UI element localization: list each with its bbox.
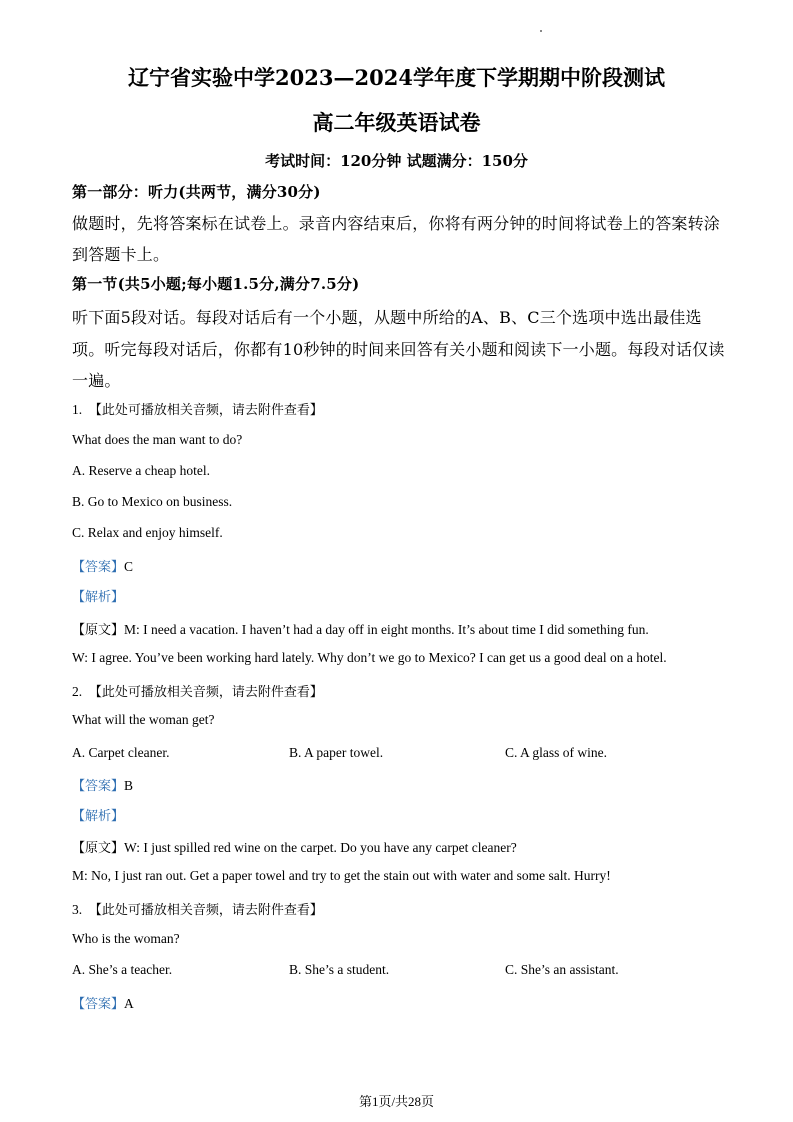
question-number: 3. (72, 902, 83, 917)
question-1-analysis (72, 586, 124, 605)
question-3-option-c: C. She’s an assistant. (505, 962, 619, 977)
question-1-transcript-line-2: W: I agree. You’ve been working hard lately. Why don’t we go to Mexico? I can get us a good deal on a hotel. (72, 650, 667, 665)
transcript-text: W: I just spilled red wine on the carpet. Do you have any carpet cleaner? (124, 840, 517, 855)
question-3-option-b: B. She’s a student. (289, 962, 390, 977)
question-2-option-a: A. Carpet cleaner. (72, 745, 170, 760)
exam-info: 考试时间：120分钟 试题满分：150分 (265, 152, 528, 170)
question-3-option-a: A. She’s a teacher. (72, 962, 173, 977)
question-1-option-b: B. Go to Mexico on business. (72, 494, 233, 509)
transcript-tag: 【原文】 (72, 623, 125, 638)
question-1-option-a: A. Reserve a cheap hotel. (72, 463, 210, 478)
sub-section-title: 第一节(共5小题;每小题1.5分,满分7.5分) (72, 275, 360, 293)
question-2-answer (72, 775, 133, 794)
question-number: 2. (72, 684, 83, 699)
instruction-2-line-1: 听下面5段对话。每段对话后有一个小题，从题中所给的A、B、C三个选项中选出最佳选 (72, 308, 702, 327)
question-2-analysis (72, 805, 124, 824)
question-1-answer (72, 556, 133, 575)
answer-tag: 【答案】 (72, 997, 125, 1012)
instruction-1-line-2: 到答题卡上。 (72, 245, 170, 264)
page-number-footer: 第1页/共28页 (358, 1094, 435, 1109)
question-number: 1. (72, 402, 83, 417)
transcript-text: M: I need a vacation. I haven’t had a day off in eight months. It’s about time I did something fun. (124, 622, 649, 637)
document-subtitle: 高二年级英语试卷 (312, 110, 481, 135)
question-3-answer (72, 993, 134, 1012)
analysis-tag: 【解析】 (72, 809, 125, 824)
document-title: 辽宁省实验中学2023—2024学年度下学期期中阶段测试 (128, 65, 665, 90)
transcript-tag: 【原文】 (72, 841, 125, 856)
part-title: 第一部分：听力(共两节，满分30分) (72, 183, 321, 201)
instruction-2-line-2: 项。听完每段对话后，你都有10秒钟的时间来回答有关小题和阅读下一小题。每段对话仅读 (72, 340, 725, 359)
question-3-audio-note (72, 899, 323, 918)
answer-value: B (124, 778, 134, 793)
question-1-audio-note (72, 399, 323, 418)
page-speck (540, 30, 542, 32)
instruction-1-line-1: 做题时，先将答案标在试卷上。录音内容结束后，你将有两分钟的时间将试卷上的答案转涂 (72, 214, 721, 233)
answer-tag: 【答案】 (72, 560, 125, 575)
question-3-stem: Who is the woman? (72, 931, 180, 946)
audio-note: 【此处可播放相关音频，请去附件查看】 (88, 403, 323, 418)
answer-value: C (124, 559, 134, 574)
instruction-2-line-3: 一遍。 (72, 371, 121, 390)
question-2-stem: What will the woman get? (72, 712, 215, 727)
question-2-transcript-line-1 (72, 837, 517, 856)
question-2-audio-note (72, 681, 323, 700)
question-1-transcript-line-1 (72, 619, 649, 638)
question-2-option-b: B. A paper towel. (289, 745, 384, 760)
question-1-option-c: C. Relax and enjoy himself. (72, 525, 223, 540)
audio-note: 【此处可播放相关音频，请去附件查看】 (88, 685, 323, 700)
audio-note: 【此处可播放相关音频，请去附件查看】 (88, 903, 323, 918)
answer-value: A (124, 996, 134, 1011)
answer-tag: 【答案】 (72, 779, 125, 794)
analysis-tag: 【解析】 (72, 590, 125, 605)
question-2-option-c: C. A glass of wine. (505, 745, 608, 760)
question-1-stem: What does the man want to do? (72, 432, 243, 447)
question-2-transcript-line-2: M: No, I just ran out. Get a paper towel and try to get the stain out with water and some salt. Hurry! (72, 868, 611, 883)
